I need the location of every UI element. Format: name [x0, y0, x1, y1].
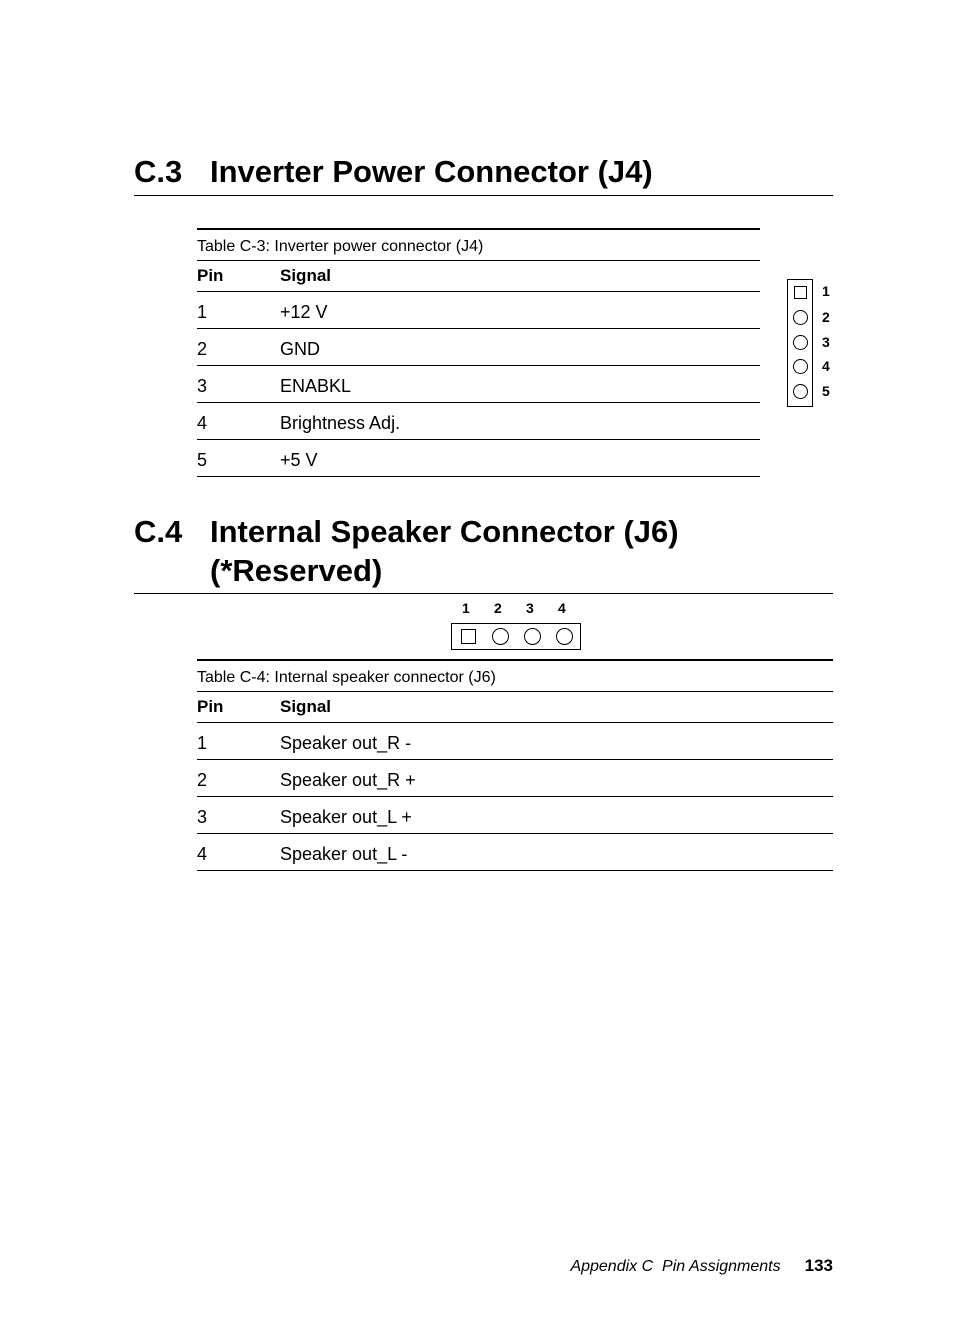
table-cell-pin: 1 [197, 302, 208, 322]
table-row [197, 760, 833, 797]
table-c3-header-signal: Signal [280, 266, 332, 285]
connector-pin-2-circle [492, 628, 509, 645]
table-c4-header-signal: Signal [280, 697, 332, 716]
table-c3-header-row [197, 261, 760, 292]
connector-j6-diagram [451, 623, 581, 650]
table-cell-signal: ENABKL [280, 376, 352, 396]
table-cell-signal: Speaker out_L + [280, 807, 412, 827]
connector-pin-4-circle [793, 359, 808, 374]
connector-j4-pin-label: 1 [822, 283, 830, 299]
connector-j6-pin-label: 1 [462, 600, 470, 616]
table-c3 [197, 228, 760, 477]
page-number: 133 [804, 1256, 833, 1275]
table-cell-signal: Speaker out_R - [280, 733, 412, 753]
connector-pin-4-circle [556, 628, 573, 645]
table-row [197, 403, 760, 440]
table-c4-header-pin: Pin [197, 697, 224, 716]
table-cell-pin: 4 [197, 844, 208, 864]
table-cell-signal: +12 V [280, 302, 328, 322]
table-cell-signal: Speaker out_R + [280, 770, 416, 790]
table-cell-signal: Speaker out_L - [280, 844, 408, 864]
table-cell-signal: GND [280, 339, 320, 359]
table-row [197, 834, 833, 871]
table-row [197, 797, 833, 834]
footer-label: Appendix C Pin Assignments [570, 1258, 781, 1275]
table-row [197, 440, 760, 477]
connector-pin-5-circle [793, 384, 808, 399]
table-cell-signal: Brightness Adj. [280, 413, 401, 433]
section-c3-title: Inverter Power Connector (J4) [210, 154, 653, 189]
table-cell-signal: +5 V [280, 450, 318, 470]
connector-pin-3-circle [793, 335, 808, 350]
table-cell-pin: 3 [197, 376, 208, 396]
connector-pin-2-circle [793, 310, 808, 325]
table-cell-pin: 5 [197, 450, 208, 470]
table-c3-caption: Table C-3: Inverter power connector (J4) [197, 230, 760, 261]
table-cell-pin: 1 [197, 733, 208, 753]
connector-j6-pin-label: 3 [526, 600, 534, 616]
section-c4-number: C.4 [134, 514, 183, 549]
table-cell-pin: 4 [197, 413, 208, 433]
connector-j4-pin-label: 3 [822, 334, 830, 350]
section-c4-heading [134, 512, 833, 594]
connector-j4-pin-label: 2 [822, 309, 830, 325]
table-c4-caption: Table C-4: Internal speaker connector (J6) [197, 661, 833, 692]
section-c3-number: C.3 [134, 154, 183, 189]
section-c4-title-line1: Internal Speaker Connector (J6) [210, 514, 679, 549]
connector-j6-pin-label: 4 [558, 600, 566, 616]
connector-pin-1-square [461, 629, 476, 644]
section-c3-heading [134, 152, 833, 196]
table-row [197, 292, 760, 329]
table-row [197, 329, 760, 366]
connector-j4-pin-label: 4 [822, 358, 830, 374]
section-c4-title-line2: (*Reserved) [210, 553, 383, 588]
table-row [197, 366, 760, 403]
table-cell-pin: 2 [197, 339, 208, 359]
connector-j4-pin-label: 5 [822, 383, 830, 399]
page-footer [570, 1256, 833, 1276]
connector-pin-3-circle [524, 628, 541, 645]
connector-j4-diagram [787, 279, 813, 407]
table-c4 [197, 659, 833, 871]
table-cell-pin: 3 [197, 807, 208, 827]
connector-pin-1-square [794, 286, 807, 299]
connector-j6-pin-label: 2 [494, 600, 502, 616]
table-cell-pin: 2 [197, 770, 208, 790]
table-c3-header-pin: Pin [197, 266, 224, 285]
table-row [197, 723, 833, 760]
table-c4-header-row [197, 692, 833, 723]
